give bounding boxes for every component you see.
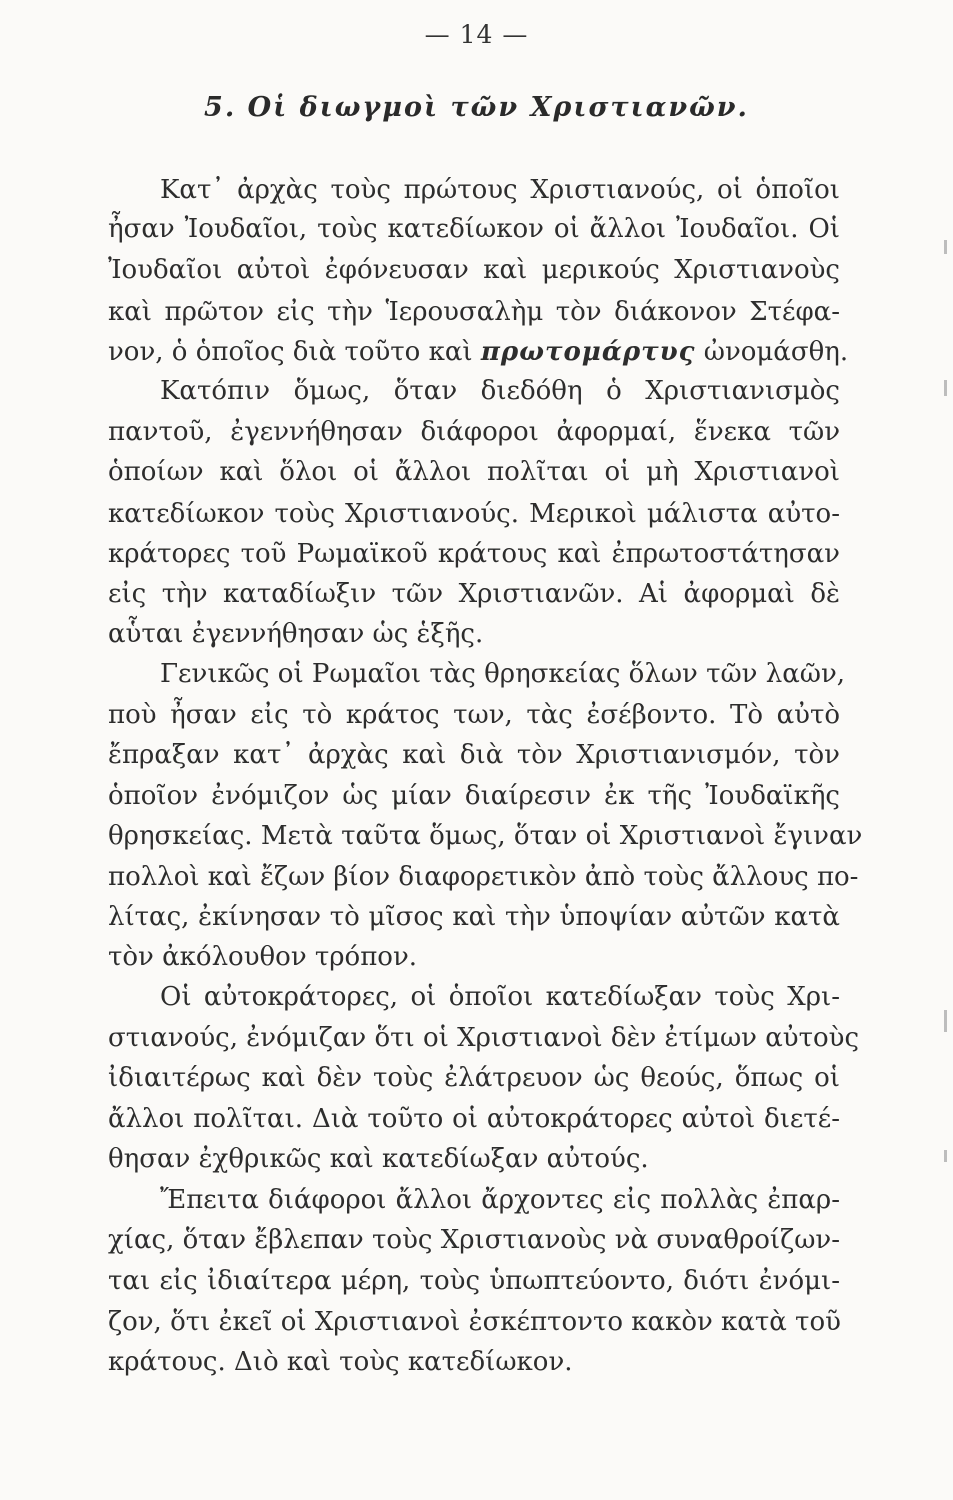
- emphasized-term: πρωτομάρτυς: [480, 337, 696, 367]
- text-line: ὁποίων καὶ ὅλοι οἱ ἄλλοι πολῖται οἱ μὴ Χριστιανοὶ: [108, 457, 840, 487]
- text-line: λίτας, ἐκίνησαν τὸ μῖσος καὶ τὴν ὑποψίαν αὐτῶν κατὰ: [108, 902, 840, 932]
- chapter-heading: 5. Οἱ διωγμοὶ τῶν Χριστιανῶν.: [204, 92, 749, 123]
- text-line: πολλοὶ καὶ ἔζων βίον διαφορετικὸν ἀπὸ τοὺς ἄλλους πο-: [108, 862, 859, 892]
- text-line: θρησκείας. Μετὰ ταῦτα ὅμως, ὅταν οἱ Χριστιανοὶ ἔγιναν: [108, 821, 863, 851]
- text-line: Γενικῶς οἱ Ρωμαῖοι τὰς θρησκείας ὅλων τῶν λαῶν,: [160, 659, 846, 689]
- text-segment: νον, ὁ ὁποῖος διὰ τοῦτο καὶ: [108, 337, 481, 367]
- scan-mark: [944, 240, 947, 254]
- text-line: τὸν ἀκόλουθον τρόπον.: [108, 942, 418, 972]
- text-line: ποὺ ἦσαν εἰς τὸ κράτος των, τὰς ἐσέβοντο. Τὸ αὐτὸ: [108, 700, 840, 730]
- text-segment: ὠνομάσθη.: [695, 337, 849, 367]
- text-line: Ἰουδαῖοι αὐτοὶ ἐφόνευσαν καὶ μερικούς Χριστιανοὺς: [108, 255, 840, 285]
- text-line: καὶ πρῶτον εἰς τὴν Ἱερουσαλὴμ τὸν διάκονον Στέφα-: [108, 297, 840, 327]
- text-line: ἄλλοι πολῖται. Διὰ τοῦτο οἱ αὐτοκράτορες αὐτοὶ διετέ-: [108, 1104, 840, 1134]
- text-line: Κατ᾽ ἀρχὰς τοὺς πρώτους Χριστιανούς, οἱ ὁποῖοι: [160, 175, 840, 205]
- text-line: [108, 332, 849, 372]
- text-line: κράτους. Διὸ καὶ τοὺς κατεδίωκον.: [108, 1347, 573, 1377]
- text-line: Οἱ αὐτοκράτορες, οἱ ὁποῖοι κατεδίωξαν τοὺς Χρι-: [160, 982, 840, 1012]
- text-line: ἔπραξαν κατ᾽ ἀρχὰς καὶ διὰ τὸν Χριστιανισμόν, τὸν: [108, 740, 840, 770]
- text-line: ται εἰς ἰδιαίτερα μέρη, τοὺς ὑπωπτεύοντο, διότι ἐνόμι-: [108, 1266, 840, 1296]
- text-line: ζον, ὅτι ἐκεῖ οἱ Χριστιανοὶ ἐσκέπτοντο κακὸν κατὰ τοῦ: [108, 1307, 841, 1337]
- scan-mark: [944, 380, 947, 396]
- text-line: κατεδίωκον τοὺς Χριστιανούς. Μερικοὶ μάλιστα αὐτο-: [108, 499, 840, 529]
- text-line: παντοῦ, ἐγεννήθησαν διάφοροι ἀφορμαί, ἕνεκα τῶν: [108, 417, 840, 447]
- text-line: ὁποῖον ἐνόμιζον ὡς μίαν διαίρεσιν ἐκ τῆς Ἰουδαϊκῆς: [108, 781, 840, 811]
- scan-mark: [944, 1150, 947, 1162]
- text-line: εἰς τὴν καταδίωξιν τῶν Χριστιανῶν. Αἱ ἀφορμαὶ δὲ: [108, 579, 840, 609]
- text-line: αὗται ἐγεννήθησαν ὡς ἑξῆς.: [108, 619, 484, 649]
- page-number: — 14 —: [424, 20, 529, 49]
- text-line: ἰδιαιτέρως καὶ δὲν τοὺς ἐλάτρευον ὡς θεούς, ὅπως οἱ: [108, 1063, 840, 1093]
- text-line: χίας, ὅταν ἔβλεπαν τοὺς Χριστιανοὺς νὰ συναθροίζων-: [108, 1225, 840, 1255]
- text-line: στιανούς, ἐνόμιζαν ὅτι οἱ Χριστιανοὶ δὲν ἐτίμων αὐτοὺς: [108, 1023, 860, 1053]
- scan-mark: [944, 1010, 947, 1032]
- text-line: ἦσαν Ἰουδαῖοι, τοὺς κατεδίωκον οἱ ἄλλοι Ἰουδαῖοι. Οἱ: [108, 214, 840, 244]
- text-line: Ἔπειτα διάφοροι ἄλλοι ἄρχοντες εἰς πολλὰς ἐπαρ-: [160, 1185, 840, 1215]
- text-line: θησαν ἐχθρικῶς καὶ κατεδίωξαν αὐτούς.: [108, 1144, 649, 1174]
- text-line: Κατόπιν ὅμως, ὅταν διεδόθη ὁ Χριστιανισμὸς: [160, 376, 840, 406]
- text-line: κράτορες τοῦ Ρωμαϊκοῦ κράτους καὶ ἐπρωτοστάτησαν: [108, 539, 840, 569]
